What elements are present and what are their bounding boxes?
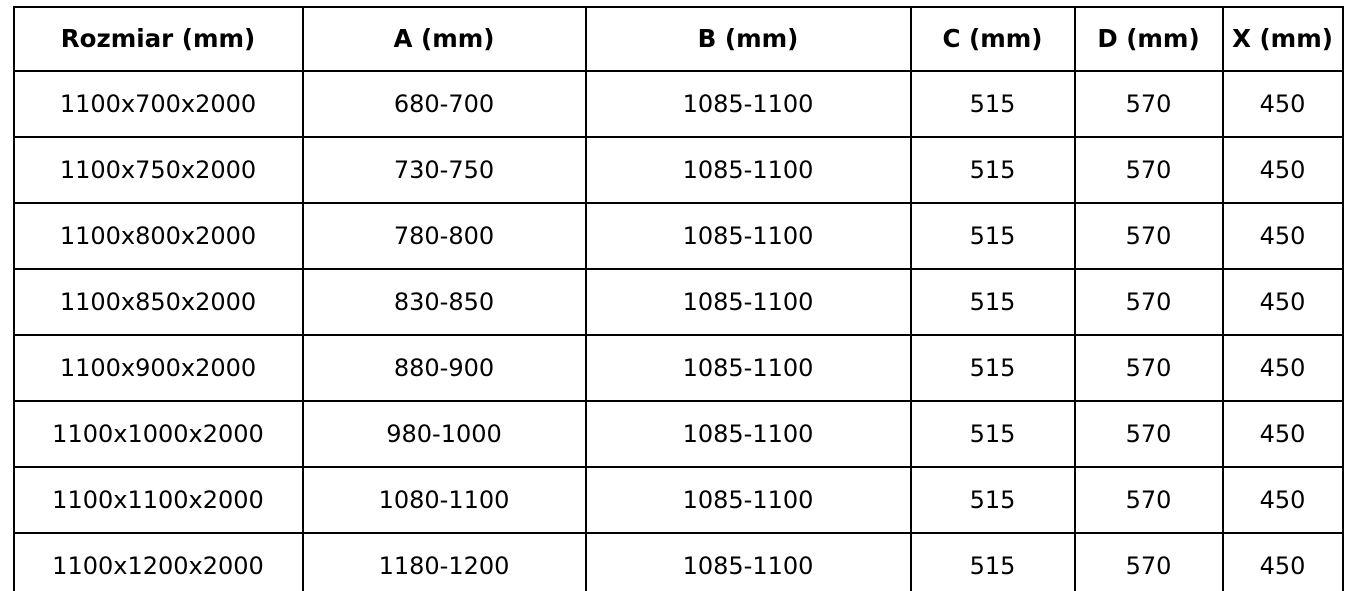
cell-size: 1100x800x2000	[14, 203, 303, 269]
cell-size: 1100x750x2000	[14, 137, 303, 203]
table-body	[14, 71, 1343, 591]
table-row	[14, 71, 1343, 137]
cell-d: 570	[1075, 335, 1223, 401]
table-row	[14, 269, 1343, 335]
cell-size: 1100x1200x2000	[14, 533, 303, 591]
cell-x: 450	[1223, 203, 1343, 269]
cell-a: 880-900	[303, 335, 586, 401]
dimensions-table	[13, 6, 1344, 591]
column-header-x: X (mm)	[1223, 7, 1343, 71]
cell-d: 570	[1075, 533, 1223, 591]
cell-b: 1085-1100	[586, 203, 911, 269]
cell-c: 515	[911, 335, 1075, 401]
table-row	[14, 533, 1343, 591]
cell-x: 450	[1223, 137, 1343, 203]
cell-x: 450	[1223, 335, 1343, 401]
column-header-c: C (mm)	[911, 7, 1075, 71]
cell-c: 515	[911, 533, 1075, 591]
cell-c: 515	[911, 269, 1075, 335]
cell-b: 1085-1100	[586, 401, 911, 467]
table-row	[14, 335, 1343, 401]
table-row	[14, 203, 1343, 269]
cell-a: 830-850	[303, 269, 586, 335]
column-header-b: B (mm)	[586, 7, 911, 71]
cell-b: 1085-1100	[586, 533, 911, 591]
cell-size: 1100x700x2000	[14, 71, 303, 137]
cell-a: 730-750	[303, 137, 586, 203]
cell-d: 570	[1075, 203, 1223, 269]
cell-c: 515	[911, 71, 1075, 137]
table-row	[14, 467, 1343, 533]
cell-size: 1100x850x2000	[14, 269, 303, 335]
cell-x: 450	[1223, 71, 1343, 137]
cell-size: 1100x1000x2000	[14, 401, 303, 467]
column-header-rozmiar: Rozmiar (mm)	[14, 7, 303, 71]
cell-c: 515	[911, 203, 1075, 269]
cell-b: 1085-1100	[586, 71, 911, 137]
cell-b: 1085-1100	[586, 137, 911, 203]
cell-a: 1080-1100	[303, 467, 586, 533]
cell-x: 450	[1223, 467, 1343, 533]
cell-c: 515	[911, 467, 1075, 533]
cell-size: 1100x900x2000	[14, 335, 303, 401]
cell-x: 450	[1223, 269, 1343, 335]
column-header-a: A (mm)	[303, 7, 586, 71]
cell-b: 1085-1100	[586, 269, 911, 335]
cell-a: 780-800	[303, 203, 586, 269]
cell-size: 1100x1100x2000	[14, 467, 303, 533]
cell-d: 570	[1075, 71, 1223, 137]
table-row	[14, 137, 1343, 203]
table-row	[14, 401, 1343, 467]
cell-b: 1085-1100	[586, 467, 911, 533]
cell-x: 450	[1223, 401, 1343, 467]
cell-d: 570	[1075, 137, 1223, 203]
cell-a: 980-1000	[303, 401, 586, 467]
cell-c: 515	[911, 137, 1075, 203]
cell-a: 1180-1200	[303, 533, 586, 591]
cell-d: 570	[1075, 401, 1223, 467]
table-header	[14, 7, 1343, 71]
cell-d: 570	[1075, 467, 1223, 533]
cell-d: 570	[1075, 269, 1223, 335]
cell-b: 1085-1100	[586, 335, 911, 401]
table-header-row	[14, 7, 1343, 71]
column-header-d: D (mm)	[1075, 7, 1223, 71]
cell-a: 680-700	[303, 71, 586, 137]
cell-c: 515	[911, 401, 1075, 467]
cell-x: 450	[1223, 533, 1343, 591]
